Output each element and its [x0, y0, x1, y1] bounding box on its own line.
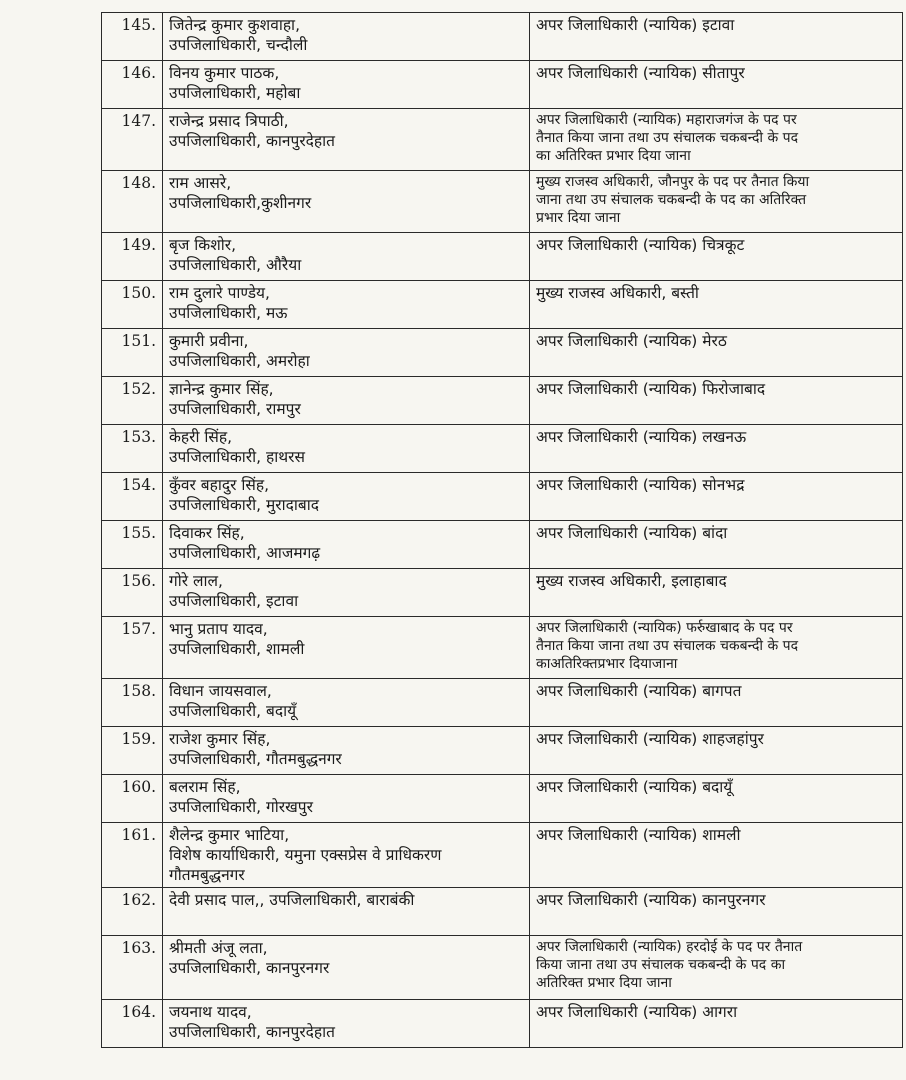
posting-line: अपर जिलाधिकारी (न्यायिक) चित्रकूट: [536, 236, 745, 254]
officer-designation: उपजिलाधिकारी, मुरादाबाद: [169, 496, 319, 514]
posting-line: प्रभार दिया जाना: [536, 210, 621, 226]
table-row: [102, 281, 903, 329]
officer-cell: [163, 1000, 530, 1048]
officer-designation: उपजिलाधिकारी,कुशीनगर: [169, 194, 312, 212]
table-row: [102, 888, 903, 936]
officer-cell: [163, 171, 530, 233]
officer-designation: उपजिलाधिकारी, अमरोहा: [169, 352, 310, 370]
posting-line: अपर जिलाधिकारी (न्यायिक) सोनभद्र: [536, 476, 745, 494]
officer-name: भानु प्रताप यादव,: [169, 620, 268, 638]
officer-designation: उपजिलाधिकारी, महोबा: [169, 84, 301, 102]
officer-cell: [163, 61, 530, 109]
posting-line: तैनात किया जाना तथा उप संचालक चकबन्दी के पद: [536, 638, 799, 654]
officer-designation: उपजिलाधिकारी, कानपुरदेहात: [169, 1023, 335, 1041]
officer-name: राजेन्द्र प्रसाद त्रिपाठी,: [169, 112, 289, 130]
new-posting-cell: [530, 727, 903, 775]
transfer-orders-table: [101, 12, 903, 1048]
officer-designation: उपजिलाधिकारी, गोरखपुर: [169, 798, 313, 816]
posting-line: अपर जिलाधिकारी (न्यायिक) शामली: [536, 826, 741, 844]
serial-number: 153.: [102, 425, 163, 473]
serial-number: 155.: [102, 521, 163, 569]
officer-designation-continued: गौतमबुद्धनगर: [169, 866, 245, 884]
new-posting-cell: [530, 679, 903, 727]
officer-cell: [163, 823, 530, 888]
new-posting-cell: [530, 473, 903, 521]
officer-name: विधान जायसवाल,: [169, 682, 272, 700]
serial-number: 163.: [102, 936, 163, 1000]
officer-cell: [163, 521, 530, 569]
officer-cell: [163, 425, 530, 473]
table-row: [102, 377, 903, 425]
new-posting-cell: [530, 1000, 903, 1048]
officer-name: राम आसरे,: [169, 174, 232, 192]
posting-line: किया जाना तथा उप संचालक चकबन्दी के पद का: [536, 957, 786, 973]
posting-line: अतिरिक्त प्रभार दिया जाना: [536, 975, 672, 991]
officer-name: दिवाकर सिंह,: [169, 524, 245, 542]
posting-line: मुख्य राजस्व अधिकारी, बस्ती: [536, 284, 699, 302]
serial-number: 159.: [102, 727, 163, 775]
officer-name: शैलेन्द्र कुमार भाटिया,: [169, 826, 290, 844]
serial-number: 160.: [102, 775, 163, 823]
table-row: [102, 569, 903, 617]
officer-cell: [163, 473, 530, 521]
new-posting-cell: [530, 61, 903, 109]
posting-line: अपर जिलाधिकारी (न्यायिक) हरदोई के पद पर तैनात: [536, 939, 803, 955]
officer-cell: [163, 936, 530, 1000]
officer-cell: [163, 569, 530, 617]
officer-cell: [163, 888, 530, 936]
officer-name: विनय कुमार पाठक,: [169, 64, 280, 82]
officer-designation: उपजिलाधिकारी, कानपुरनगर: [169, 959, 330, 977]
posting-line: तैनात किया जाना तथा उप संचालक चकबन्दी के पद: [536, 130, 799, 146]
officer-designation: उपजिलाधिकारी, रामपुर: [169, 400, 301, 418]
officer-cell: [163, 679, 530, 727]
officer-cell: [163, 13, 530, 61]
officer-designation: उपजिलाधिकारी, आजमगढ़: [169, 544, 321, 562]
officer-name: राजेश कुमार सिंह,: [169, 730, 271, 748]
officer-designation: उपजिलाधिकारी, मऊ: [169, 304, 288, 322]
serial-number: 150.: [102, 281, 163, 329]
posting-line: मुख्य राजस्व अधिकारी, जौनपुर के पद पर तैनात किया: [536, 174, 810, 190]
posting-line: अपर जिलाधिकारी (न्यायिक) बागपत: [536, 682, 742, 700]
serial-number: 145.: [102, 13, 163, 61]
new-posting-cell: [530, 109, 903, 171]
officer-designation: उपजिलाधिकारी, शामली: [169, 640, 305, 658]
table-row: [102, 823, 903, 888]
posting-line: अपर जिलाधिकारी (न्यायिक) महाराजगंज के पद पर: [536, 112, 797, 128]
table-row: [102, 679, 903, 727]
officer-designation: उपजिलाधिकारी, औरैया: [169, 256, 302, 274]
new-posting-cell: [530, 617, 903, 679]
officer-name: बलराम सिंह,: [169, 778, 241, 796]
serial-number: 156.: [102, 569, 163, 617]
serial-number: 147.: [102, 109, 163, 171]
officer-cell: [163, 281, 530, 329]
new-posting-cell: [530, 775, 903, 823]
officer-name: जितेन्द्र कुमार कुशवाहा,: [169, 16, 301, 34]
posting-line: अपर जिलाधिकारी (न्यायिक) फर्रुखाबाद के पद पर: [536, 620, 793, 636]
officer-designation: उपजिलाधिकारी, चन्दौली: [169, 36, 308, 54]
new-posting-cell: [530, 425, 903, 473]
officer-cell: [163, 775, 530, 823]
officer-name: देवी प्रसाद पाल,, उपजिलाधिकारी, बाराबंकी: [169, 891, 415, 909]
serial-number: 148.: [102, 171, 163, 233]
officer-cell: [163, 727, 530, 775]
posting-line: अपर जिलाधिकारी (न्यायिक) सीतापुर: [536, 64, 745, 82]
new-posting-cell: [530, 233, 903, 281]
officer-cell: [163, 377, 530, 425]
serial-number: 151.: [102, 329, 163, 377]
officer-name: जयनाथ यादव,: [169, 1003, 252, 1021]
officer-designation: उपजिलाधिकारी, गौतमबुद्धनगर: [169, 750, 342, 768]
table-row: [102, 775, 903, 823]
new-posting-cell: [530, 823, 903, 888]
officer-name: राम दुलारे पाण्डेय,: [169, 284, 270, 302]
posting-line: अपर जिलाधिकारी (न्यायिक) शाहजहांपुर: [536, 730, 764, 748]
new-posting-cell: [530, 281, 903, 329]
table-row: [102, 329, 903, 377]
table-row: [102, 617, 903, 679]
serial-number: 164.: [102, 1000, 163, 1048]
posting-line: अपर जिलाधिकारी (न्यायिक) मेरठ: [536, 332, 727, 350]
serial-number: 152.: [102, 377, 163, 425]
officer-cell: [163, 617, 530, 679]
officer-cell: [163, 329, 530, 377]
serial-number: 146.: [102, 61, 163, 109]
posting-line: अपर जिलाधिकारी (न्यायिक) कानपुरनगर: [536, 891, 766, 909]
table-row: [102, 109, 903, 171]
table-row: [102, 521, 903, 569]
posting-line: अपर जिलाधिकारी (न्यायिक) आगरा: [536, 1003, 738, 1021]
table-row: [102, 936, 903, 1000]
table-row: [102, 473, 903, 521]
new-posting-cell: [530, 936, 903, 1000]
posting-line: अपर जिलाधिकारी (न्यायिक) लखनऊ: [536, 428, 747, 446]
posting-line: मुख्य राजस्व अधिकारी, इलाहाबाद: [536, 572, 727, 590]
officer-name: बृज किशोर,: [169, 236, 237, 254]
new-posting-cell: [530, 569, 903, 617]
officer-designation: उपजिलाधिकारी, बदायूँ: [169, 702, 297, 720]
serial-number: 157.: [102, 617, 163, 679]
table-row: [102, 727, 903, 775]
new-posting-cell: [530, 329, 903, 377]
officer-designation: उपजिलाधिकारी, हाथरस: [169, 448, 305, 466]
officer-designation: उपजिलाधिकारी, इटावा: [169, 592, 299, 610]
officer-name: कुमारी प्रवीना,: [169, 332, 249, 350]
serial-number: 154.: [102, 473, 163, 521]
new-posting-cell: [530, 171, 903, 233]
officer-cell: [163, 109, 530, 171]
table-row: [102, 61, 903, 109]
table-row: [102, 171, 903, 233]
new-posting-cell: [530, 521, 903, 569]
posting-line: अपर जिलाधिकारी (न्यायिक) बांदा: [536, 524, 728, 542]
new-posting-cell: [530, 377, 903, 425]
officer-name: गोरे लाल,: [169, 572, 223, 590]
posting-line: अपर जिलाधिकारी (न्यायिक) बदायूँ: [536, 778, 733, 796]
officer-designation: विशेष कार्याधिकारी, यमुना एक्सप्रेस वे प्राधिकरण: [169, 846, 442, 864]
posting-line: अपर जिलाधिकारी (न्यायिक) फिरोजाबाद: [536, 380, 766, 398]
table-row: [102, 1000, 903, 1048]
posting-line: का अतिरिक्त प्रभार दिया जाना: [536, 148, 691, 164]
posting-line: काअतिरिक्तप्रभार दियाजाना: [536, 656, 678, 672]
table-row: [102, 13, 903, 61]
posting-line: अपर जिलाधिकारी (न्यायिक) इटावा: [536, 16, 735, 34]
serial-number: 149.: [102, 233, 163, 281]
new-posting-cell: [530, 888, 903, 936]
officer-name: ज्ञानेन्द्र कुमार सिंह,: [169, 380, 274, 398]
officer-name: केहरी सिंह,: [169, 428, 233, 446]
serial-number: 158.: [102, 679, 163, 727]
officer-cell: [163, 233, 530, 281]
table-row: [102, 425, 903, 473]
serial-number: 162.: [102, 888, 163, 936]
serial-number: 161.: [102, 823, 163, 888]
new-posting-cell: [530, 13, 903, 61]
table-row: [102, 233, 903, 281]
posting-line: जाना तथा उप संचालक चकबन्दी के पद का अतिरिक्त: [536, 192, 807, 208]
officer-name: श्रीमती अंजू लता,: [169, 939, 268, 957]
officer-designation: उपजिलाधिकारी, कानपुरदेहात: [169, 132, 335, 150]
officer-name: कुँवर बहादुर सिंह,: [169, 476, 270, 494]
